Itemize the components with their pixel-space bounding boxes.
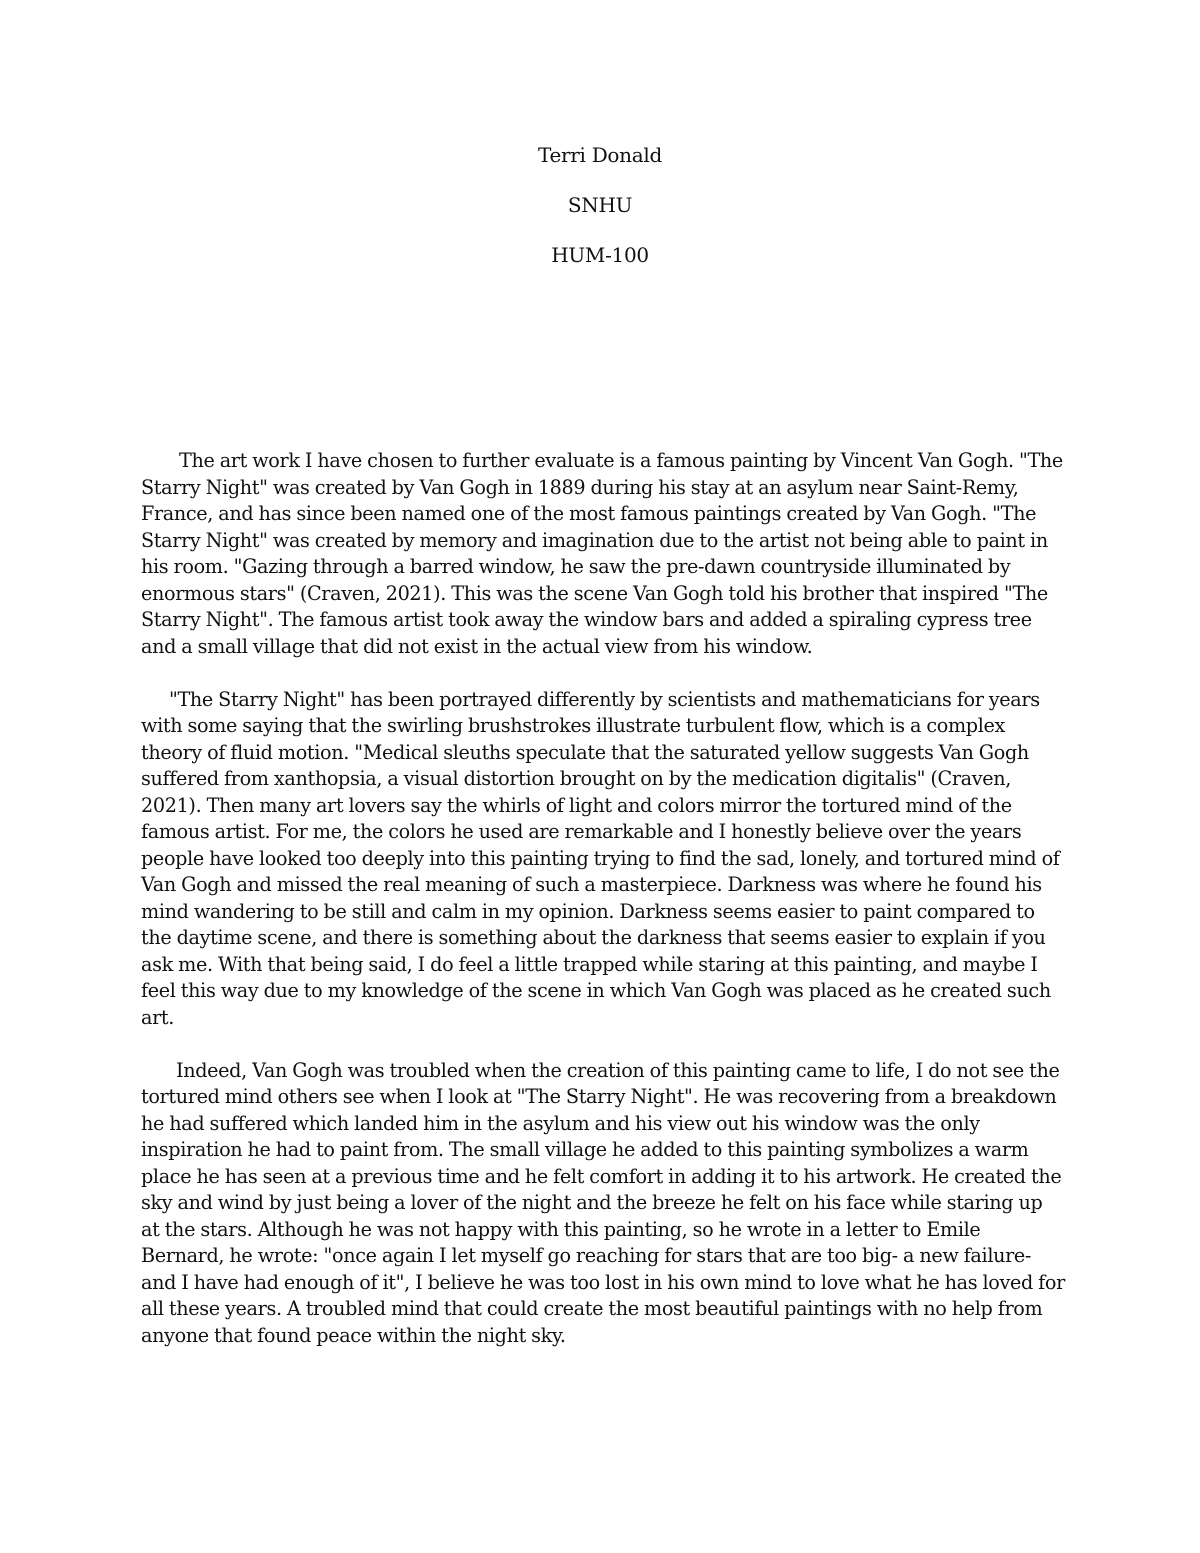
- document-header: [0, 142, 1200, 292]
- paragraph-2: "The Starry Night" has been portrayed differently by scientists and mathematicians for years with some saying that the swirling brushstrokes illustrate turbulent flow, which is a complex theory of fluid motion. "Medical sleuths speculate that the saturated yellow suggests Van Gogh suffered from xanthopsia, a visual distortion brought on by the medication digitalis" (Craven, 2021). Then many art lovers say the whirls of light and colors mirror the tortured mind of the famous artist. For me, the colors he used are remarkable and I honestly believe over the years people have looked too deeply into this painting trying to find the sad, lonely, and tortured mind of Van Gogh and missed the real meaning of such a masterpiece. Darkness was where he found his mind wandering to be still and calm in my opinion. Darkness seems easier to paint compared to the daytime scene, and there is something about the darkness that seems easier to explain if you ask me. With that being said, I do feel a little trapped while staring at this painting, and maybe I feel this way due to my knowledge of the scene in which Van Gogh was placed as he created such art.: [141, 687, 1060, 1029]
- paragraph-1: The art work I have chosen to further evaluate is a famous painting by Vincent Van Gogh. "The Starry Night" was created by Van Gogh in 1889 during his stay at an asylum near Saint-Remy, France, and has since been named one of the most famous paintings created by Van Gogh. "The Starry Night" was created by memory and imagination due to the artist not being able to paint in his room. "Gazing through a barred window, he saw the pre-dawn countryside illuminated by enormous stars" (Craven, 2021). This was the scene Van Gogh told his brother that inspired "The Starry Night". The famous artist took away the window bars and added a spiraling cypress tree and a small village that did not exist in the actual view from his window.: [141, 449, 1063, 658]
- author-name: Terri Donald: [538, 143, 662, 167]
- course-code: HUM-100: [551, 243, 649, 267]
- essay-body: [141, 448, 1066, 1376]
- paragraph-3: Indeed, Van Gogh was troubled when the creation of this painting came to life, I do not see the tortured mind others see when I look at "The Starry Night". He was recovering from a breakdown he had suffered which landed him in the asylum and his view out his window was the only inspiration he had to paint from. The small village he added to this painting symbolizes a warm place he has seen at a previous time and he felt comfort in adding it to his artwork. He created the sky and wind by just being a lover of the night and the breeze he felt on his face while staring up at the stars. Although he was not happy with this painting, so he wrote in a letter to Emile Bernard, he wrote: "once again I let myself go reaching for stars that are too big- a new failure- and I have had enough of it", I believe he was too lost in his own mind to love what he has loved for all these years. A troubled mind that could create the most beautiful paintings with no help from anyone that found peace within the night sky.: [141, 1058, 1065, 1347]
- institution-name: SNHU: [567, 193, 633, 217]
